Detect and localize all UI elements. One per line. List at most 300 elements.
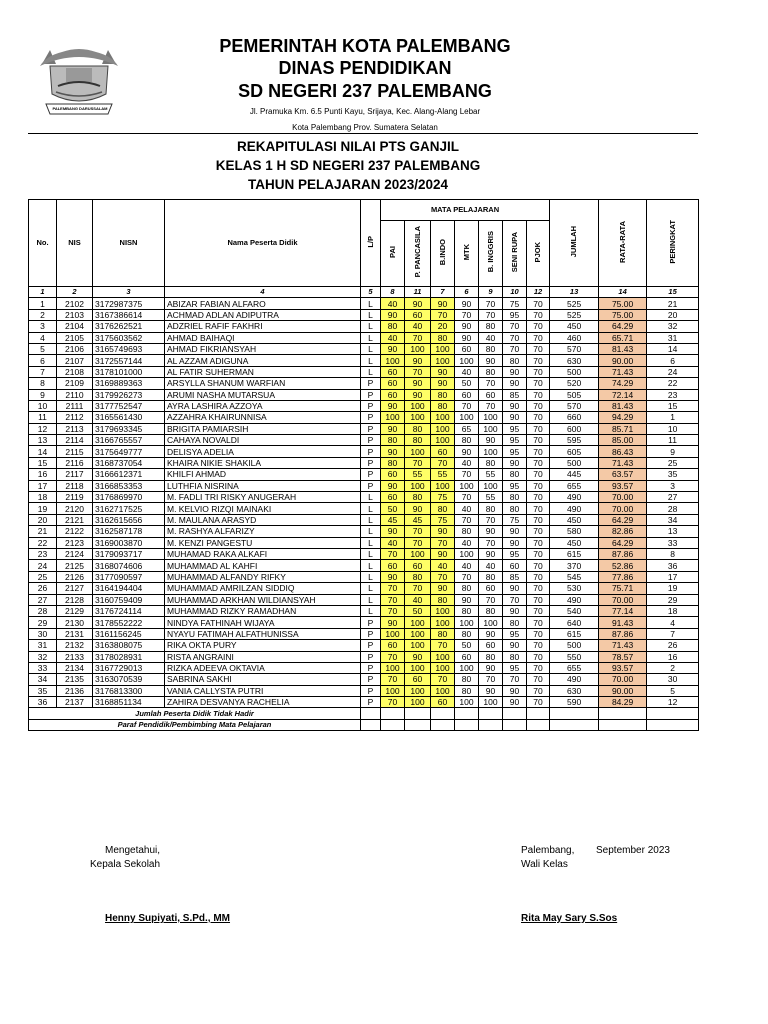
score-pjok: 70 [527, 435, 550, 446]
student-name: KHILFI AHMAD [165, 469, 361, 480]
average: 77.86 [599, 571, 647, 582]
score-ppkn: 90 [405, 298, 431, 309]
score-bindo: 20 [431, 321, 455, 332]
table-row [29, 355, 699, 366]
nisn: 3178028931 [93, 651, 165, 662]
score-seni: 80 [503, 651, 527, 662]
signing-date: September 2023 [596, 845, 670, 856]
nisn: 3164194404 [93, 583, 165, 594]
average: 71.43 [599, 366, 647, 377]
student-name: BRIGITA PAMIARSIH [165, 423, 361, 434]
row-number: 23 [29, 548, 57, 559]
nis: 2133 [57, 651, 93, 662]
total: 500 [550, 640, 599, 651]
score-pai: 100 [381, 355, 405, 366]
nis: 2115 [57, 446, 93, 457]
score-pjok: 70 [527, 332, 550, 343]
total: 655 [550, 480, 599, 491]
score-mtk: 100 [455, 662, 479, 673]
rata-label: RATA-RATA [617, 220, 627, 263]
student-name: MUHAMMAD ALFANDY RIFKY [165, 571, 361, 582]
average: 75.00 [599, 309, 647, 320]
score-pai: 60 [381, 366, 405, 377]
average: 90.00 [599, 685, 647, 696]
total: 600 [550, 423, 599, 434]
total: 500 [550, 366, 599, 377]
gender: L [361, 332, 381, 343]
score-bindo: 70 [431, 309, 455, 320]
score-pai: 70 [381, 674, 405, 685]
score-mtk: 40 [455, 503, 479, 514]
nisn: 3167386614 [93, 309, 165, 320]
score-ppkn: 70 [405, 366, 431, 377]
nis: 2105 [57, 332, 93, 343]
score-ppkn: 100 [405, 697, 431, 708]
score-bing: 70 [479, 537, 503, 548]
score-pai: 60 [381, 469, 405, 480]
score-seni: 95 [503, 548, 527, 559]
row-number: 28 [29, 605, 57, 616]
nis: 2127 [57, 583, 93, 594]
average: 81.43 [599, 343, 647, 354]
row-number: 21 [29, 526, 57, 537]
column-number: 3 [93, 287, 165, 298]
score-pai: 90 [381, 480, 405, 491]
col-header-mtk [455, 221, 479, 287]
student-name: AHMAD BAIHAQI [165, 332, 361, 343]
score-pjok: 70 [527, 560, 550, 571]
nis: 2117 [57, 469, 93, 480]
nis: 2119 [57, 492, 93, 503]
score-bindo: 100 [431, 412, 455, 423]
nisn: 3175649777 [93, 446, 165, 457]
nisn: 3176813300 [93, 685, 165, 696]
score-pai: 60 [381, 389, 405, 400]
score-mtk: 80 [455, 526, 479, 537]
student-name: AL FATIR SUHERMAN [165, 366, 361, 377]
nis: 2128 [57, 594, 93, 605]
student-name: KHAIRA NIKIE SHAKILA [165, 457, 361, 468]
rank: 26 [647, 640, 699, 651]
score-pai: 60 [381, 378, 405, 389]
table-row [29, 469, 699, 480]
score-pjok: 70 [527, 389, 550, 400]
col-header-ppkn [405, 221, 431, 287]
score-seni: 90 [503, 640, 527, 651]
gender: P [361, 617, 381, 628]
score-bindo: 100 [431, 480, 455, 491]
student-name: ACHMAD ADLAN ADIPUTRA [165, 309, 361, 320]
nisn: 3168074606 [93, 560, 165, 571]
nis: 2121 [57, 514, 93, 525]
nis: 2131 [57, 628, 93, 639]
column-number: 15 [647, 287, 699, 298]
score-ppkn: 60 [405, 309, 431, 320]
score-pjok: 70 [527, 674, 550, 685]
pjok-label: PJOK [533, 241, 543, 263]
row-number: 17 [29, 480, 57, 491]
score-seni: 90 [503, 697, 527, 708]
column-number: 12 [527, 287, 550, 298]
average: 65.71 [599, 332, 647, 343]
score-ppkn: 100 [405, 685, 431, 696]
nisn: 3178101000 [93, 366, 165, 377]
score-mtk: 70 [455, 309, 479, 320]
student-name: MUHAMMAD ARKHAN WILDIANSYAH [165, 594, 361, 605]
student-name: AHMAD FIKRIANSYAH [165, 343, 361, 354]
homeroom-teacher-label: Wali Kelas [521, 859, 568, 870]
score-bing: 70 [479, 594, 503, 605]
table-row [29, 457, 699, 468]
nisn: 3162615656 [93, 514, 165, 525]
score-pai: 40 [381, 332, 405, 343]
row-number: 13 [29, 435, 57, 446]
nis: 2132 [57, 640, 93, 651]
score-ppkn: 40 [405, 321, 431, 332]
score-bindo: 90 [431, 298, 455, 309]
score-mtk: 40 [455, 457, 479, 468]
nisn: 3169003870 [93, 537, 165, 548]
nis: 2111 [57, 400, 93, 411]
table-row [29, 492, 699, 503]
score-bing: 90 [479, 526, 503, 537]
score-pjok: 70 [527, 697, 550, 708]
average: 94.29 [599, 412, 647, 423]
score-pai: 80 [381, 457, 405, 468]
score-pjok: 70 [527, 366, 550, 377]
nisn: 3160759409 [93, 594, 165, 605]
gender: P [361, 469, 381, 480]
gender: P [361, 412, 381, 423]
column-number: 10 [503, 287, 527, 298]
rank: 36 [647, 560, 699, 571]
average: 64.29 [599, 514, 647, 525]
total: 545 [550, 571, 599, 582]
score-ppkn: 100 [405, 400, 431, 411]
row-number: 29 [29, 617, 57, 628]
rank: 32 [647, 321, 699, 332]
total: 370 [550, 560, 599, 571]
nisn: 3163070539 [93, 674, 165, 685]
total: 450 [550, 537, 599, 548]
total: 655 [550, 662, 599, 673]
col-header-rata [599, 200, 647, 287]
department-title: DINAS PENDIDIKAN [278, 58, 452, 78]
average: 64.29 [599, 321, 647, 332]
score-seni: 95 [503, 309, 527, 320]
student-name: ADZRIEL RAFIF FAKHRI [165, 321, 361, 332]
total: 570 [550, 343, 599, 354]
gender: L [361, 583, 381, 594]
score-mtk: 90 [455, 321, 479, 332]
table-row [29, 435, 699, 446]
gender: P [361, 480, 381, 491]
table-row [29, 400, 699, 411]
bindo-label: B.INDO [437, 238, 447, 266]
nisn: 3168851134 [93, 697, 165, 708]
score-pjok: 70 [527, 492, 550, 503]
average: 78.57 [599, 651, 647, 662]
rank: 22 [647, 378, 699, 389]
score-pjok: 70 [527, 594, 550, 605]
gender: P [361, 457, 381, 468]
student-name: M. MAULANA ARASYD [165, 514, 361, 525]
table-row [29, 366, 699, 377]
table-row [29, 697, 699, 708]
column-number: 14 [599, 287, 647, 298]
gender: P [361, 640, 381, 651]
class-title: KELAS 1 H SD NEGERI 237 PALEMBANG [215, 158, 481, 173]
total: 460 [550, 332, 599, 343]
table-row [29, 640, 699, 651]
score-mtk: 90 [455, 298, 479, 309]
score-bing: 60 [479, 389, 503, 400]
gender: L [361, 594, 381, 605]
ppkn-label: P. PANCASILA [412, 226, 422, 278]
row-number: 14 [29, 446, 57, 457]
score-bing: 55 [479, 492, 503, 503]
score-ppkn: 70 [405, 332, 431, 343]
gender: P [361, 662, 381, 673]
score-mtk: 100 [455, 548, 479, 559]
nis: 2134 [57, 662, 93, 673]
score-ppkn: 100 [405, 446, 431, 457]
score-ppkn: 80 [405, 423, 431, 434]
score-mtk: 100 [455, 355, 479, 366]
total: 525 [550, 298, 599, 309]
gender: L [361, 355, 381, 366]
grades-table [28, 199, 699, 731]
score-mtk: 60 [455, 651, 479, 662]
nisn: 3169889363 [93, 378, 165, 389]
total: 540 [550, 605, 599, 616]
nisn: 3166765557 [93, 435, 165, 446]
address-line-2: Kota Palembang Prov. Sumatera Selatan [292, 123, 438, 132]
score-bindo: 70 [431, 537, 455, 548]
total: 450 [550, 321, 599, 332]
nis: 2122 [57, 526, 93, 537]
gender: P [361, 435, 381, 446]
score-seni: 80 [503, 617, 527, 628]
score-pjok: 70 [527, 537, 550, 548]
column-number: 4 [165, 287, 361, 298]
rank: 13 [647, 526, 699, 537]
score-ppkn: 60 [405, 560, 431, 571]
score-bing: 100 [479, 423, 503, 434]
score-bindo: 90 [431, 548, 455, 559]
score-seni: 85 [503, 389, 527, 400]
score-pai: 100 [381, 628, 405, 639]
score-pjok: 70 [527, 423, 550, 434]
score-seni: 80 [503, 492, 527, 503]
score-pai: 90 [381, 309, 405, 320]
average: 70.00 [599, 503, 647, 514]
score-seni: 75 [503, 514, 527, 525]
table-row [29, 412, 699, 423]
student-name: MUHAMMAD RIZKY RAMADHAN [165, 605, 361, 616]
score-ppkn: 100 [405, 343, 431, 354]
letterhead-divider [28, 133, 698, 134]
column-number: 6 [455, 287, 479, 298]
score-mtk: 60 [455, 389, 479, 400]
gender: L [361, 526, 381, 537]
score-ppkn: 70 [405, 537, 431, 548]
rank: 10 [647, 423, 699, 434]
score-pai: 45 [381, 514, 405, 525]
nis: 2129 [57, 605, 93, 616]
score-pjok: 70 [527, 457, 550, 468]
average: 91.43 [599, 617, 647, 628]
score-pai: 50 [381, 503, 405, 514]
score-pai: 90 [381, 617, 405, 628]
nisn: 3168737054 [93, 457, 165, 468]
gender: P [361, 685, 381, 696]
table-row [29, 537, 699, 548]
student-name: RISTA ANGRAINI [165, 651, 361, 662]
nisn: 3177090597 [93, 571, 165, 582]
nisn: 3172557144 [93, 355, 165, 366]
nis: 2125 [57, 560, 93, 571]
score-seni: 70 [503, 321, 527, 332]
student-name: RIKA OKTA PURY [165, 640, 361, 651]
average: 90.00 [599, 355, 647, 366]
absent-count-row [29, 708, 699, 719]
average: 84.29 [599, 697, 647, 708]
score-mtk: 100 [455, 480, 479, 491]
gender: L [361, 366, 381, 377]
score-pjok: 70 [527, 298, 550, 309]
row-number: 24 [29, 560, 57, 571]
score-bindo: 100 [431, 662, 455, 673]
row-number: 11 [29, 412, 57, 423]
score-bing: 80 [479, 457, 503, 468]
mtk-label: MTK [461, 243, 471, 261]
rank: 31 [647, 332, 699, 343]
score-mtk: 70 [455, 469, 479, 480]
table-row [29, 514, 699, 525]
nis: 2116 [57, 457, 93, 468]
row-number: 4 [29, 332, 57, 343]
score-ppkn: 80 [405, 571, 431, 582]
nis: 2113 [57, 423, 93, 434]
column-number: 5 [361, 287, 381, 298]
score-bindo: 70 [431, 674, 455, 685]
score-seni: 95 [503, 628, 527, 639]
score-bindo: 100 [431, 651, 455, 662]
student-name: M. KELVIO RIZQI MAINAKI [165, 503, 361, 514]
row-number: 27 [29, 594, 57, 605]
column-number: 1 [29, 287, 57, 298]
gender: L [361, 560, 381, 571]
nisn: 3162587178 [93, 526, 165, 537]
rank: 24 [647, 366, 699, 377]
student-name: MUHAMMAD AL KAHFI [165, 560, 361, 571]
gender: P [361, 697, 381, 708]
rank: 17 [647, 571, 699, 582]
score-seni: 90 [503, 583, 527, 594]
col-header-bindo [431, 221, 455, 287]
nisn: 3167729013 [93, 662, 165, 673]
nisn: 3161156245 [93, 628, 165, 639]
table-row [29, 378, 699, 389]
score-pai: 60 [381, 492, 405, 503]
rank: 30 [647, 674, 699, 685]
nis: 2102 [57, 298, 93, 309]
rank: 18 [647, 605, 699, 616]
total: 615 [550, 548, 599, 559]
score-seni: 90 [503, 685, 527, 696]
row-number: 35 [29, 685, 57, 696]
score-pjok: 70 [527, 662, 550, 673]
total: 490 [550, 503, 599, 514]
gender: L [361, 605, 381, 616]
table-row [29, 594, 699, 605]
gender: L [361, 321, 381, 332]
rank: 9 [647, 446, 699, 457]
score-ppkn: 100 [405, 640, 431, 651]
rank: 25 [647, 457, 699, 468]
nis: 2118 [57, 480, 93, 491]
row-number: 18 [29, 492, 57, 503]
row-number: 5 [29, 343, 57, 354]
table-row [29, 628, 699, 639]
rank: 23 [647, 389, 699, 400]
score-seni: 70 [503, 332, 527, 343]
score-bindo: 75 [431, 514, 455, 525]
average: 87.86 [599, 628, 647, 639]
academic-year: TAHUN PELAJARAN 2023/2024 [247, 177, 449, 192]
total: 615 [550, 628, 599, 639]
rank: 8 [647, 548, 699, 559]
total: 445 [550, 469, 599, 480]
gender: P [361, 628, 381, 639]
average: 52.86 [599, 560, 647, 571]
score-mtk: 70 [455, 571, 479, 582]
score-pai: 70 [381, 651, 405, 662]
score-bindo: 80 [431, 594, 455, 605]
score-bindo: 100 [431, 355, 455, 366]
score-ppkn: 40 [405, 594, 431, 605]
row-number: 1 [29, 298, 57, 309]
score-pjok: 70 [527, 583, 550, 594]
nisn: 3162717525 [93, 503, 165, 514]
homeroom-teacher-name: Rita May Sary S.Sos [521, 913, 618, 924]
score-bindo: 70 [431, 457, 455, 468]
score-bing: 100 [479, 412, 503, 423]
table-row [29, 617, 699, 628]
score-bindo: 80 [431, 400, 455, 411]
table-row [29, 674, 699, 685]
score-ppkn: 90 [405, 651, 431, 662]
score-ppkn: 50 [405, 605, 431, 616]
score-mtk: 90 [455, 446, 479, 457]
score-bing: 55 [479, 469, 503, 480]
rank: 29 [647, 594, 699, 605]
average: 64.29 [599, 537, 647, 548]
average: 81.43 [599, 400, 647, 411]
col-header-seni [503, 221, 527, 287]
score-mtk: 70 [455, 400, 479, 411]
gender: L [361, 343, 381, 354]
gender: P [361, 378, 381, 389]
score-bing: 100 [479, 697, 503, 708]
score-pjok: 70 [527, 469, 550, 480]
score-pai: 100 [381, 662, 405, 673]
score-seni: 95 [503, 435, 527, 446]
score-seni: 80 [503, 469, 527, 480]
average: 85.71 [599, 423, 647, 434]
score-bing: 70 [479, 298, 503, 309]
